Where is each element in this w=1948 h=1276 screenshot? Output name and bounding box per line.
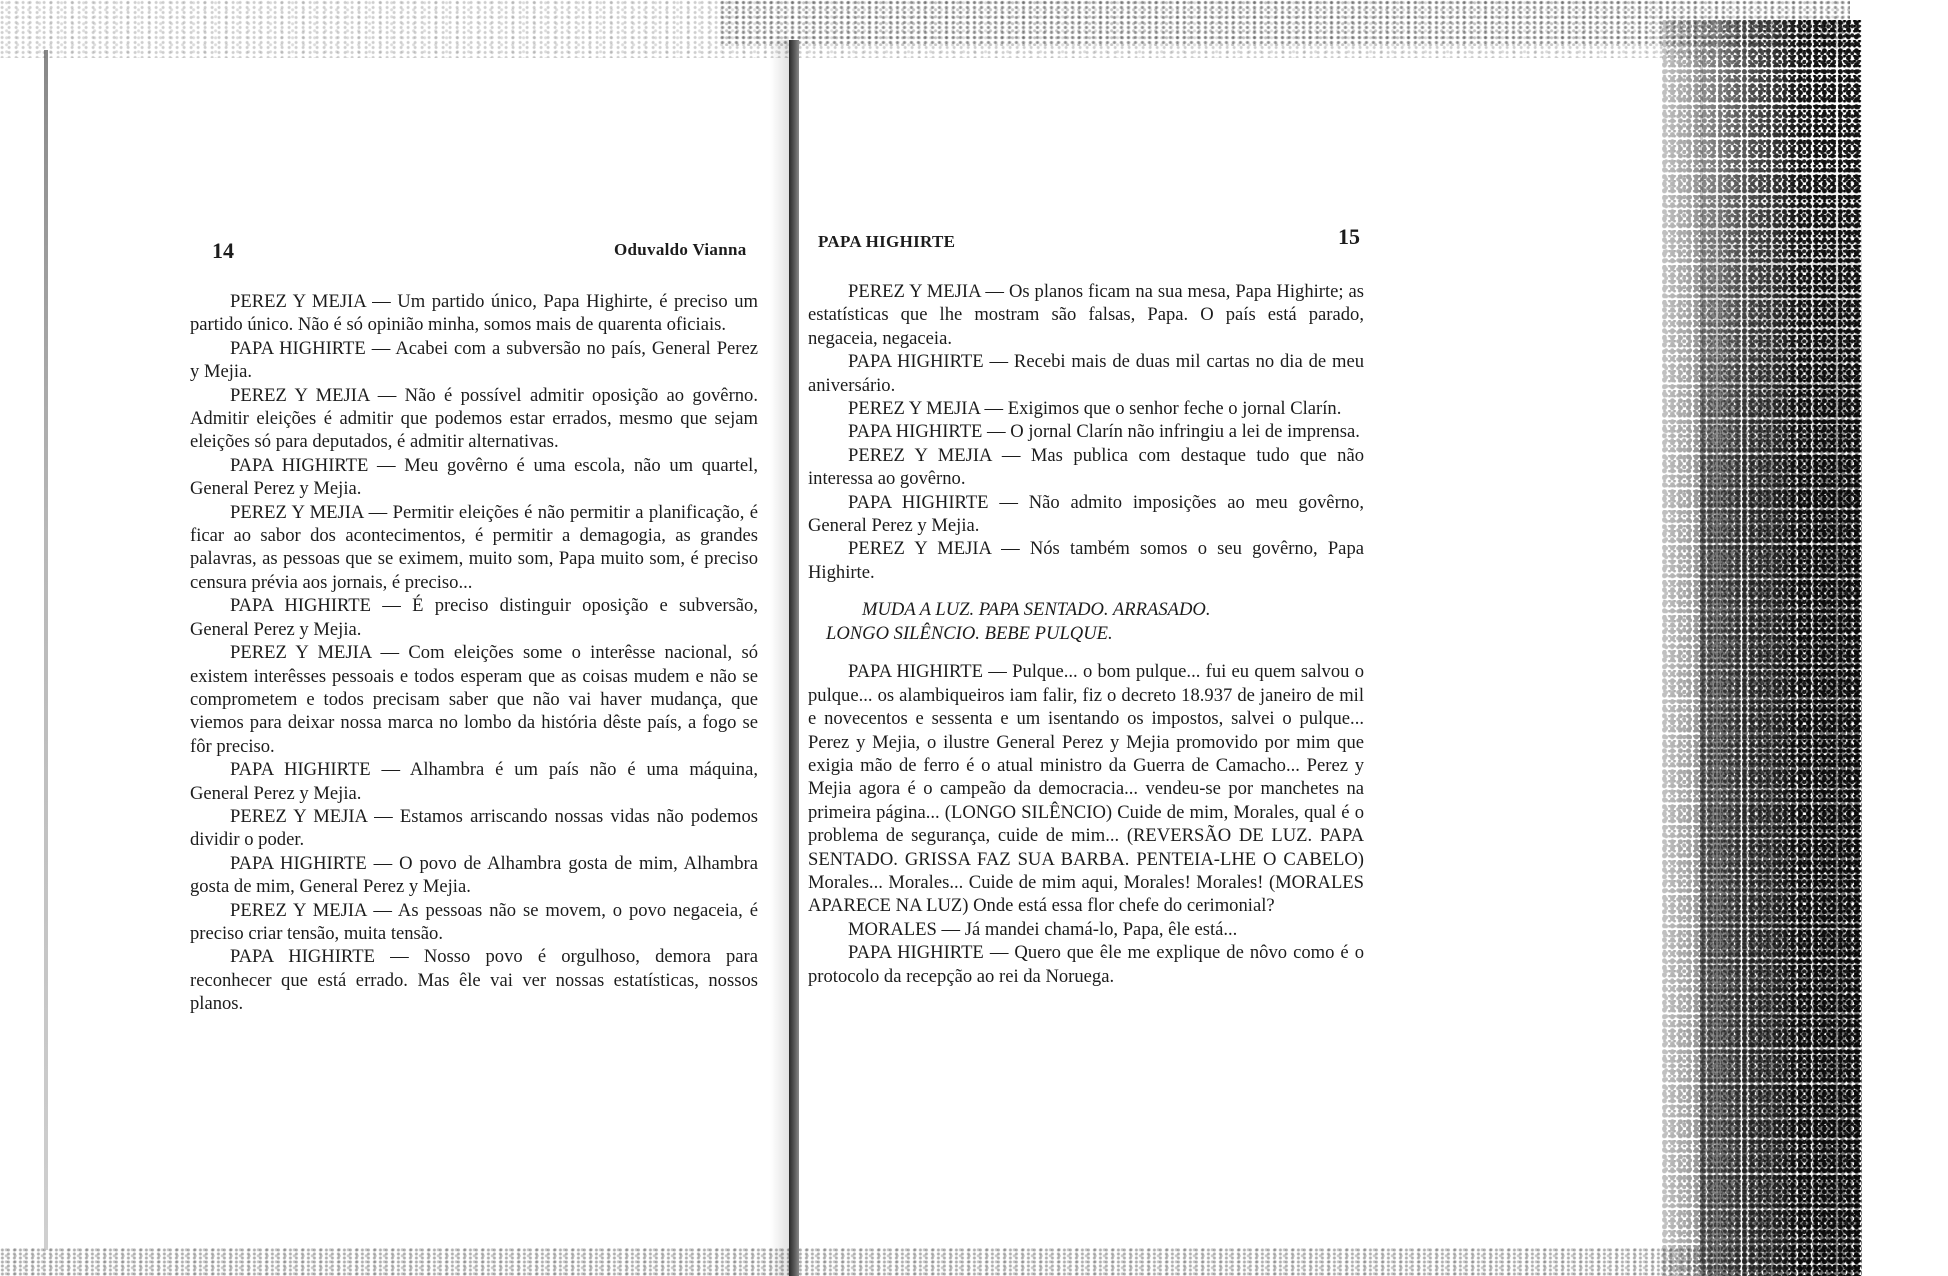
stage-direction [808, 598, 1364, 646]
right-page-text [808, 280, 1364, 988]
left-page-edge [44, 50, 48, 1250]
book-spine [789, 40, 799, 1276]
dialogue-paragraph: PAPA HIGHIRTE — O povo de Alhambra gosta de mim, Alhambra gosta de mim, General Perez y Mejia. [190, 852, 758, 898]
dialogue-paragraph: PAPA HIGHIRTE — Meu govêrno é uma escola, não um quartel, General Perez y Mejia. [190, 454, 758, 500]
dialogue-paragraph: PEREZ Y MEJIA — Permitir eleições é não permitir a planificação, é ficar ao sabor dos acontecimentos, é permitir a demagogia, as grandes palavras, as pessoas que se eximem, muito som, Papa muito som, é preciso censura prévia aos jornais, é preciso... [190, 501, 758, 593]
dialogue-paragraph: MORALES — Já mandei chamá-lo, Papa, êle está... [848, 918, 1238, 940]
dialogue-paragraph: PAPA HIGHIRTE — O jornal Clarín não infringiu a lei de imprensa. [848, 421, 1360, 443]
right-page-body [808, 280, 1364, 988]
bottom-scan-noise [0, 1248, 1700, 1276]
dialogue-paragraph: PEREZ Y MEJIA — Os planos ficam na sua mesa, Papa Highirte; as estatísticas que lhe mostram são falsas, Papa. O país está parado, negaceia, negaceia. [808, 281, 1364, 349]
left-running-header: Oduvaldo Vianna [614, 240, 747, 259]
left-page-body [190, 290, 758, 1016]
left-page-number: 14 [212, 238, 234, 263]
dialogue-paragraph: PEREZ Y MEJIA — Mas publica com destaque tudo que não interessa ao govêrno. [808, 444, 1364, 490]
spine-shadow [770, 40, 790, 1276]
right-scan-noise-dark [1700, 160, 1862, 1276]
dialogue-paragraph: PAPA HIGHIRTE — Recebi mais de duas mil cartas no dia de meu aniversário. [808, 351, 1364, 396]
dialogue-paragraph: PAPA HIGHIRTE — Pulque... o bom pulque... fui eu quem salvou o pulque... os alambiqueiros iam falir, fiz o decreto 18.937 de janeiro de mil e novecentos e sessenta e um isentando os impostos, salvei o pulque... Perez y Mejia, o ilustre General Perez y Mejia promovido por mim que exigia mão de ferro é o atual ministro da Guerra de Camacho... Perez y Mejia agora é o campeão da democracia... vendeu-se por manchetes na primeira página... (LONGO SILÊNCIO) Cuide de mim, Morales, qual é o problema de segurança, cuide de mim... (REVERSÃO DE LUZ. PAPA SENTADO. GRISSA FAZ SUA BARBA. PENTEIA-LHE O CABELO) Morales... Morales... Cuide de mim aqui, Morales! Morales! (MORALES APARECE NA LUZ) Onde está essa flor chefe do cerimonial? [808, 661, 1364, 917]
dialogue-paragraph: PAPA HIGHIRTE — Nosso povo é orgulhoso, demora para reconhecer que está errado. Mas êle vai ver nossas estatísticas, nossos planos. [190, 946, 758, 1015]
right-running-header: PAPA HIGHIRTE [818, 232, 956, 251]
right-page-number: 15 [1338, 224, 1360, 249]
stage-direction-line: MUDA A LUZ. PAPA SENTADO. ARRASADO. [862, 599, 1211, 621]
dialogue-paragraph: PAPA HIGHIRTE — Quero que êle me explique de nôvo como é o protocolo da recepção ao rei da Noruega. [808, 942, 1364, 987]
dialogue-paragraph: PAPA HIGHIRTE — Acabei com a subversão no país, General Perez y Mejia. [190, 337, 758, 383]
dialogue-paragraph: PEREZ Y MEJIA — Um partido único, Papa Highirte, é preciso um partido único. Não é só opinião minha, somos mais de quarenta oficiais. [190, 291, 758, 336]
dialogue-paragraph: PEREZ Y MEJIA — Com eleições some o interêsse nacional, só existem interêsses pessoais e todos esperam que as coisas mudem e não se comprometem e todos precisam saber que não vai haver mudança, que viemos para deixar nossa marca no lombo da história dêste país, a fogo se fôr preciso. [190, 642, 758, 757]
dialogue-paragraph: PEREZ Y MEJIA — Estamos arriscando nossas vidas não podemos dividir o poder. [190, 805, 758, 851]
dialogue-paragraph: PEREZ Y MEJIA — Nós também somos o seu govêrno, Papa Highirte. [808, 538, 1364, 583]
dialogue-paragraph: PEREZ Y MEJIA — Não é possível admitir oposição ao govêrno. Admitir eleições é admitir que podemos estar errados, mesmo que sejam eleições só para deputados, é admitir alternativas. [190, 384, 758, 453]
stage-direction-line: LONGO SILÊNCIO. BEBE PULQUE. [826, 623, 1113, 645]
dialogue-paragraph: PEREZ Y MEJIA — As pessoas não se movem, o povo negaceia, é preciso criar tensão, muita tensão. [190, 899, 758, 944]
dialogue-paragraph: PAPA HIGHIRTE — Não admito imposições ao meu govêrno, General Perez y Mejia. [808, 491, 1364, 537]
dialogue-paragraph: PAPA HIGHIRTE — É preciso distinguir oposição e subversão, General Perez y Mejia. [190, 595, 758, 640]
left-page-text [190, 290, 758, 1016]
dialogue-paragraph: PAPA HIGHIRTE — Alhambra é um país não é uma máquina, General Perez y Mejia. [190, 759, 758, 804]
dialogue-paragraph: PEREZ Y MEJIA — Exigimos que o senhor feche o jornal Clarín. [848, 398, 1342, 420]
